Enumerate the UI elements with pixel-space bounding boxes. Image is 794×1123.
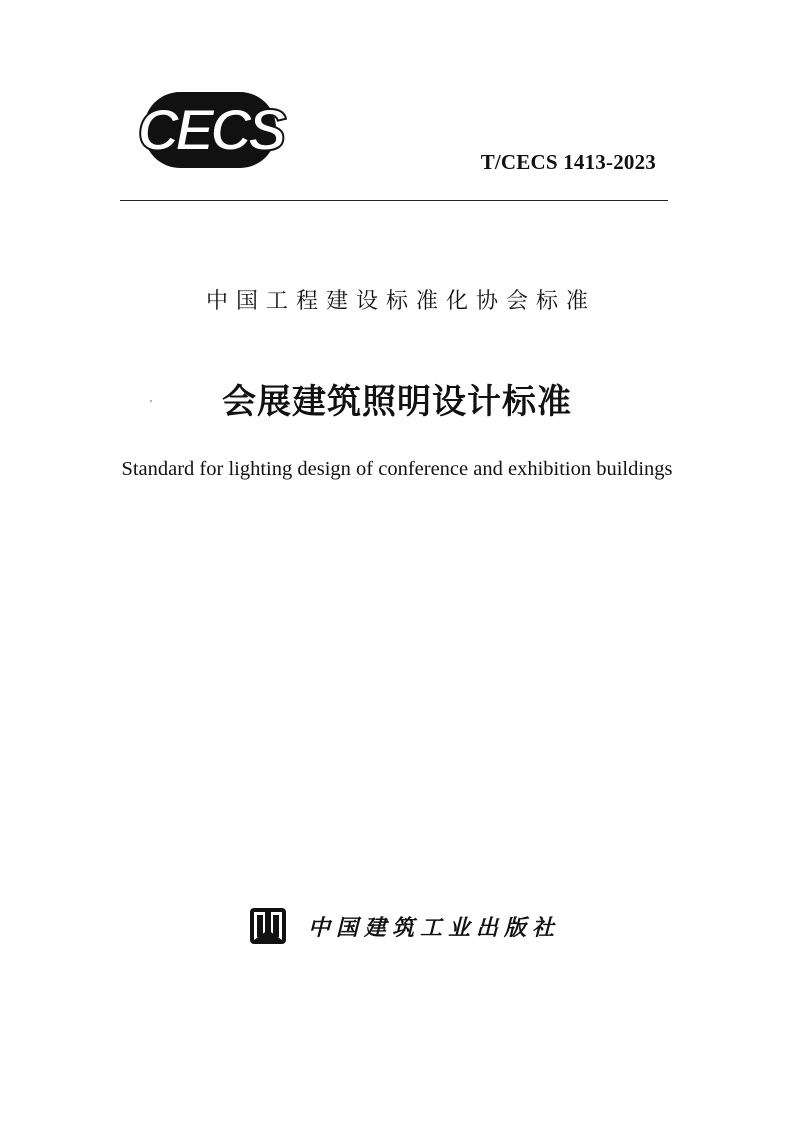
publisher-emblem-icon xyxy=(248,906,288,946)
document-title-english: Standard for lighting design of conference and exhibition buildings xyxy=(121,458,673,480)
svg-text:CECS: CECS xyxy=(137,98,283,163)
cecs-logo xyxy=(130,90,290,170)
scan-speck xyxy=(150,400,152,402)
publisher-name: 中国建筑工业出版社 xyxy=(308,914,561,941)
publisher-block xyxy=(248,906,560,946)
standard-number: T/CECS 1413-2023 xyxy=(480,150,656,174)
document-title-chinese: 会展建筑照明设计标准 xyxy=(222,382,572,422)
header-divider xyxy=(120,200,668,201)
organization-name: 中国工程建设标准化协会标准 xyxy=(205,289,596,314)
